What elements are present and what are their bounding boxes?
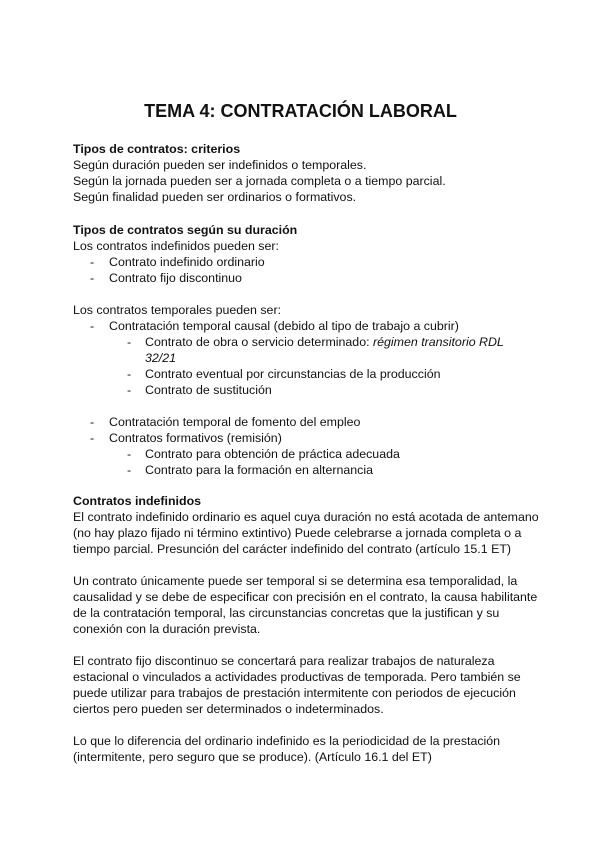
bullet-dash: - (90, 319, 95, 333)
section-heading: Tipos de contratos según su duración (73, 223, 298, 237)
bullet-dash: - (127, 447, 132, 461)
sub-list-item: - Contrato para la formación en alternancia (127, 463, 373, 477)
text-line: puede utilizar para trabajos de prestación intermitente con periodos de ejecución (73, 686, 516, 700)
section-duracion (73, 222, 543, 478)
bullet-dash: - (90, 431, 95, 445)
text-line: ciertos pero pueden ser determinados o indeterminados. (73, 702, 384, 716)
section-heading: Contratos indefinidos (73, 494, 202, 508)
sub-list-item: - Contrato eventual por circunstancias de la producción (127, 367, 441, 381)
text-line: (intermitente, pero seguro que se produce). (Artículo 16.1 del ET) (73, 750, 432, 764)
bullet-dash: - (127, 367, 132, 381)
section-heading: Tipos de contratos: criterios (73, 142, 241, 156)
text-line: estacional o vinculados a actividades productivas de temporada. Pero también se (73, 670, 521, 684)
sub-list-item: - Contrato para obtención de práctica adecuada (127, 447, 400, 461)
indefinidos-list (73, 254, 543, 286)
text-line: (no hay plazo fijado ni término extintivo) Puede celebrarse a jornada completa o a (73, 526, 522, 540)
temporales-list (73, 318, 543, 398)
bullet-dash: - (127, 383, 132, 397)
text-line: Según finalidad pueden ser ordinarios o formativos. (73, 190, 357, 204)
text-line: Lo que lo diferencia del ordinario indefinido es la periodicidad de la prestación (73, 734, 501, 748)
section-indefinidos (73, 493, 543, 765)
list-item: - Contratación temporal causal (debido al tipo de trabajo a cubrir) (90, 319, 459, 333)
sub-list-item: - Contrato de obra o servicio determinado: régimen transitorio RDL 32/21 (127, 335, 504, 365)
bullet-dash: - (90, 255, 95, 269)
bullet-dash: - (127, 335, 132, 349)
text-line: Según la jornada pueden ser a jornada completa o a tiempo parcial. (73, 174, 446, 188)
list-item: - Contrato indefinido ordinario (90, 255, 265, 269)
bullet-dash: - (90, 271, 95, 285)
text-line: El contrato fijo discontinuo se concertará para realizar trabajos de naturaleza (73, 654, 495, 668)
text-line: Un contrato únicamente puede ser temporal si se determina esa temporalidad, la (73, 574, 518, 588)
list-item: - Contratación temporal de fomento del empleo (90, 415, 361, 429)
text-line: Los contratos indefinidos pueden ser: (73, 239, 279, 253)
bullet-dash: - (127, 463, 132, 477)
text-line: causalidad y se debe de especificar con precisión en el contrato, la causa habilitante (73, 590, 538, 604)
text-line: de la contratación temporal, las circunstancias concretas que la justifican y su (73, 606, 500, 620)
bullet-dash: - (90, 415, 95, 429)
text-line: conexión con la duración prevista. (73, 622, 261, 636)
sub-list-item: - Contrato de sustitución (127, 383, 272, 397)
temporales-list-cont (73, 414, 543, 478)
page-title: TEMA 4: CONTRATACIÓN LABORAL (144, 101, 457, 121)
text-line: Los contratos temporales pueden ser: (73, 303, 282, 317)
list-item: - Contrato fijo discontinuo (90, 271, 242, 285)
text-line: tiempo parcial. Presunción del carácter indefinido del contrato (artículo 15.1 ET) (73, 542, 512, 556)
text-line: Según duración pueden ser indefinidos o temporales. (73, 158, 367, 172)
text-line: El contrato indefinido ordinario es aquel cuya duración no está acotada de antemano (73, 510, 539, 524)
section-criterios (73, 141, 543, 205)
list-item: - Contratos formativos (remisión) (90, 431, 282, 445)
